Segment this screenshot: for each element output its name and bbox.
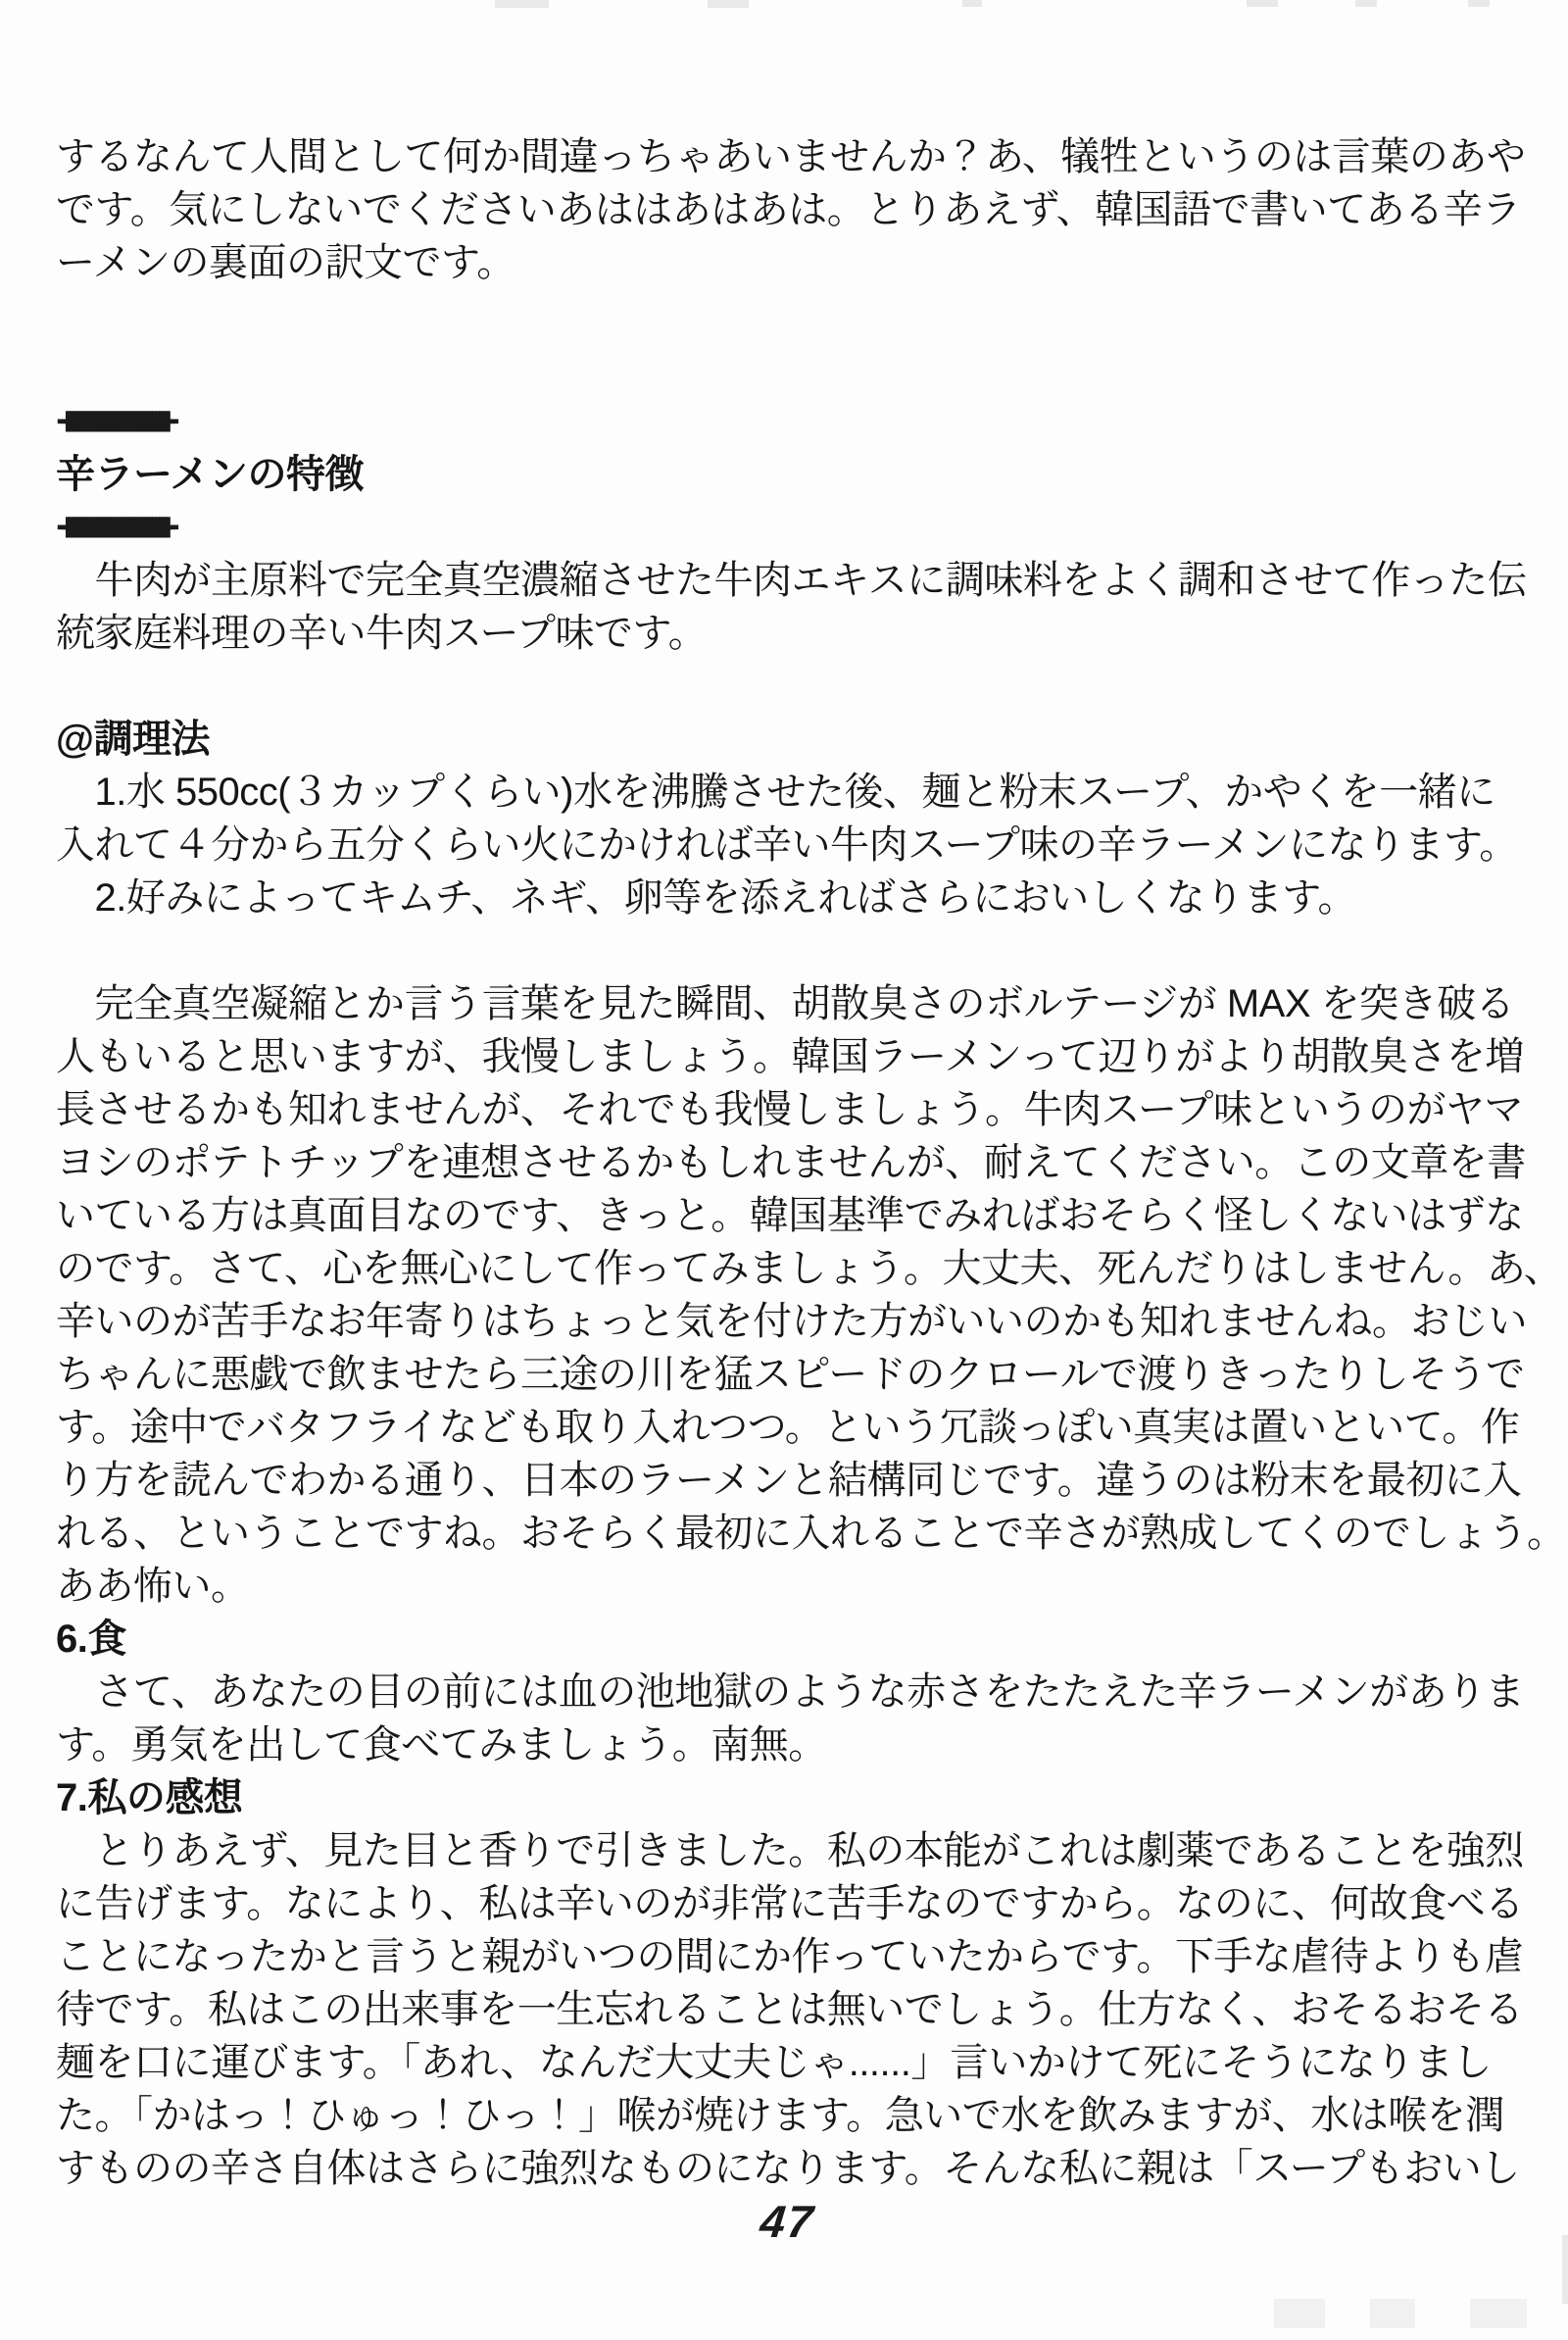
scan-artifact bbox=[1468, 0, 1490, 7]
commentary-paragraph-line: ヨシのポテトチップを連想させるかもしれませんが、耐えてください。この文章を書 bbox=[56, 1141, 1526, 1184]
commentary-paragraph-line: れる、ということですね。おそらく最初に入れることで辛さが熟成してくのでしょう。 bbox=[56, 1512, 1566, 1555]
plus-divider-bottom: ++++++++++++++++++++++++++++++ bbox=[56, 504, 160, 550]
section7-paragraph-line: 麺を口に運びます。「あれ、なんだ大丈夫じゃ......」言いかけて死にそうになりまし bbox=[56, 2041, 1492, 2084]
section7-title: 7.私の感想 bbox=[56, 1776, 243, 1819]
scan-artifact bbox=[708, 0, 749, 8]
scan-artifact bbox=[962, 0, 982, 7]
commentary-paragraph-line: 長させるかも知れませんが、それでも我慢しましょう。牛肉スープ味というのがヤマ bbox=[56, 1088, 1523, 1131]
scan-artifact bbox=[1370, 2299, 1415, 2328]
scan-artifact bbox=[1274, 2299, 1325, 2328]
section7-paragraph-line: とりあえず、見た目と香りで引きました。私の本能がこれは劇薬であることを強烈 bbox=[56, 1829, 1524, 1872]
cooking-instruction-line: 入れて４分から五分くらい火にかければ辛い牛肉スープ味の辛ラーメンになります。 bbox=[56, 823, 1518, 867]
commentary-paragraph-line: いている方は真面目なのです、きっと。韓国基準でみればおそらく怪しくないはずな bbox=[56, 1194, 1524, 1237]
intro-paragraph-line: ーメンの裏面の訳文です。 bbox=[56, 241, 515, 284]
section6-paragraph-line: さて、あなたの目の前には血の池地獄のような赤さをたたえた辛ラーメンがありま bbox=[56, 1670, 1525, 1714]
section6-paragraph-line: す。勇気を出して食べてみましょう。南無。 bbox=[56, 1723, 827, 1767]
feature-paragraph-line: 牛肉が主原料で完全真空濃縮させた牛肉エキスに調味料をよく調和させて作った伝 bbox=[56, 559, 1527, 602]
commentary-paragraph-line: 完全真空凝縮とか言う言葉を見た瞬間、胡散臭さのボルテージが MAX を突き破る bbox=[56, 982, 1515, 1025]
cooking-section-title: @調理法 bbox=[56, 718, 211, 761]
commentary-paragraph-line: ちゃんに悪戯で飲ませたら三途の川を猛スピードのクロールで渡りきったりしそうで bbox=[56, 1353, 1525, 1396]
section7-paragraph-line: 待です。私はこの出来事を一生忘れることは無いでしょう。仕方なく、おそるおそる bbox=[56, 1988, 1523, 2031]
commentary-paragraph-line: す。途中でバタフライなども取り入れつつ。という冗談っぽい真実は置いといて。作 bbox=[56, 1406, 1520, 1449]
blank-lines bbox=[56, 289, 1519, 395]
blank-line bbox=[56, 660, 1519, 713]
commentary-paragraph-line: 辛いのが苦手なお年寄りはちょっと気を付けた方がいいのかも知れませんね。おじい bbox=[56, 1300, 1527, 1343]
commentary-paragraph-line: り方を読んでわかる通り、日本のラーメンと結構同じです。違うのは粉末を最初に入 bbox=[56, 1459, 1522, 1502]
page-number: 47 bbox=[758, 2196, 817, 2247]
scan-artifact bbox=[1247, 0, 1278, 7]
scan-artifact bbox=[1562, 2235, 1568, 2304]
scan-artifact bbox=[495, 0, 549, 8]
plus-divider-top: ++++++++++++++++++++++++++++++ bbox=[56, 398, 160, 444]
intro-paragraph-line: です。気にしないでくださいあははあはあは。とりあえず、韓国語で書いてある辛ラ bbox=[56, 188, 1521, 231]
scan-artifact bbox=[1470, 2299, 1527, 2328]
intro-paragraph-line: するなんて人間として何か間違っちゃあいませんか？あ、犠牲というのは言葉のあや bbox=[56, 135, 1526, 178]
section7-paragraph-line: た。「かはっ！ひゅっ！ひっ！」喉が焼けます。急いで水を飲みますが、水は喉を潤 bbox=[56, 2094, 1504, 2137]
blank-line bbox=[56, 924, 1519, 977]
section7-paragraph-line: ことになったかと言うと親がいつの間にか作っていたからです。下手な虐待よりも虐 bbox=[56, 1935, 1524, 1978]
section7-paragraph-line: すものの辛さ自体はさらに強烈なものになります。そんな私に親は「スープもおいし bbox=[56, 2147, 1520, 2190]
feature-section-title: 辛ラーメンの特徴 bbox=[56, 453, 364, 496]
cooking-instruction-line: 1.水 550cc(３カップくらい)水を沸騰させた後、麺と粉末スープ、かやくを一緒に bbox=[56, 771, 1495, 814]
cooking-instruction-line: 2.好みによってキムチ、ネギ、卵等を添えればさらにおいしくなります。 bbox=[56, 876, 1357, 920]
commentary-paragraph-line: ああ怖い。 bbox=[56, 1565, 250, 1608]
section6-title: 6.食 bbox=[56, 1618, 126, 1661]
commentary-paragraph-line: 人もいると思いますが、我慢しましょう。韓国ラーメンって辺りがより胡散臭さを増 bbox=[56, 1035, 1524, 1078]
section7-paragraph-line: に告げます。なにより、私は辛いのが非常に苦手なのですから。なのに、何故食べる bbox=[56, 1882, 1524, 1925]
scan-artifact bbox=[1355, 0, 1377, 7]
commentary-paragraph-line: のです。さて、心を無心にして作ってみましょう。大丈夫、死んだりはしません。あ、 bbox=[56, 1247, 1563, 1290]
feature-paragraph-line: 統家庭料理の辛い牛肉スープ味です。 bbox=[56, 612, 708, 655]
